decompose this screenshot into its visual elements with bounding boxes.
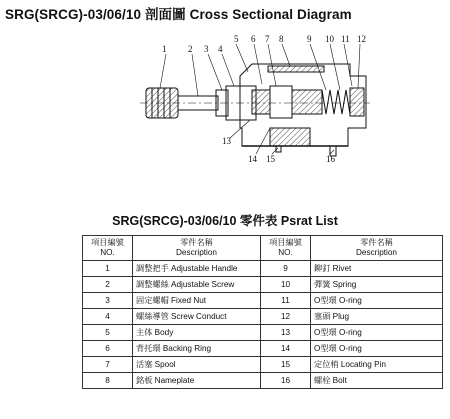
item-no: 13 — [261, 325, 311, 341]
nameplate — [268, 66, 324, 72]
callout-11: 11 — [341, 34, 350, 44]
item-no: 12 — [261, 309, 311, 325]
callout-13: 13 — [222, 136, 231, 146]
callout-6: 6 — [251, 34, 256, 44]
item-no: 6 — [83, 341, 133, 357]
parts-list-title: SRG(SRCG)-03/06/10 零件表 Psrat List — [112, 214, 338, 228]
header-no: 項目編號 NO. — [83, 236, 133, 261]
callout-12: 12 — [357, 34, 366, 44]
item-no: 2 — [83, 277, 133, 293]
item-description: 鉚釘 Rivet — [311, 261, 443, 277]
callout-1: 1 — [162, 44, 167, 54]
callout-16: 16 — [326, 154, 335, 164]
table-row — [83, 341, 443, 357]
item-no: 15 — [261, 357, 311, 373]
item-description: 螺絲導管 Screw Conduct — [133, 309, 261, 325]
callout-7: 7 — [265, 34, 270, 44]
table-row — [83, 309, 443, 325]
callout-5: 5 — [234, 34, 239, 44]
cross-section-diagram — [130, 28, 380, 178]
callout-4: 4 — [218, 44, 223, 54]
item-description: 主体 Body — [133, 325, 261, 341]
item-description: 活塞 Spool — [133, 357, 261, 373]
callout-9: 9 — [307, 34, 312, 44]
item-no: 14 — [261, 341, 311, 357]
item-no: 8 — [83, 373, 133, 389]
table-row — [83, 357, 443, 373]
callout-3: 3 — [204, 44, 209, 54]
table-row — [83, 325, 443, 341]
parts-table — [82, 235, 443, 389]
table-row — [83, 277, 443, 293]
item-no: 4 — [83, 309, 133, 325]
header-description: 零件名稱 Description — [311, 236, 443, 261]
callout-15: 15 — [266, 154, 275, 164]
item-description: 背托環 Backing Ring — [133, 341, 261, 357]
callout-2: 2 — [188, 44, 193, 54]
item-no: 5 — [83, 325, 133, 341]
item-description: 定位梢 Locating Pin — [311, 357, 443, 373]
table-row — [83, 373, 443, 389]
item-no: 7 — [83, 357, 133, 373]
item-no: 10 — [261, 277, 311, 293]
header-no: 項目編號 NO. — [261, 236, 311, 261]
callout-10: 10 — [325, 34, 334, 44]
header-description: 零件名稱 Description — [133, 236, 261, 261]
item-description: 調整螺絲 Adjustable Screw — [133, 277, 261, 293]
item-description: 銘板 Nameplate — [133, 373, 261, 389]
table-header-row — [83, 236, 443, 261]
table-row — [83, 293, 443, 309]
item-description: O型環 O-ring — [311, 341, 443, 357]
item-description: 固定螺帽 Fixed Nut — [133, 293, 261, 309]
item-no: 3 — [83, 293, 133, 309]
page-title: SRG(SRCG)-03/06/10 剖面圖 Cross Sectional Diagram — [5, 7, 352, 22]
table-row — [83, 261, 443, 277]
spring — [322, 90, 350, 114]
plug — [350, 88, 364, 116]
callout-14: 14 — [248, 154, 257, 164]
item-description: 塞頭 Plug — [311, 309, 443, 325]
item-no: 1 — [83, 261, 133, 277]
item-no: 16 — [261, 373, 311, 389]
item-description: 調整把手 Adjustable Handle — [133, 261, 261, 277]
item-description: O型環 O-ring — [311, 325, 443, 341]
item-no: 9 — [261, 261, 311, 277]
item-description: O型環 O-ring — [311, 293, 443, 309]
item-no: 11 — [261, 293, 311, 309]
item-description: 彈簧 Spring — [311, 277, 443, 293]
item-description: 螺栓 Bolt — [311, 373, 443, 389]
callout-8: 8 — [279, 34, 284, 44]
